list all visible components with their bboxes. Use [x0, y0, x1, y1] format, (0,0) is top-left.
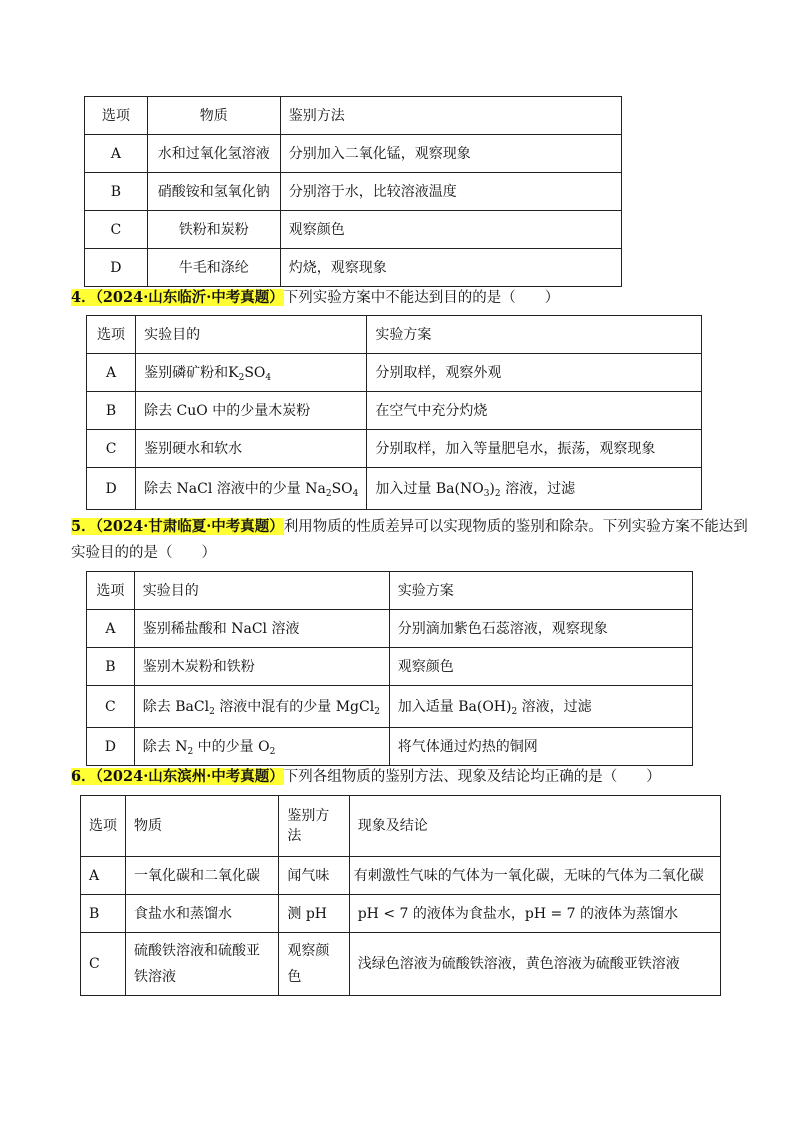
table-header — [81, 796, 721, 857]
subscript: 2 — [269, 746, 276, 757]
goal-cell: 鉴别木炭粉和铁粉 — [134, 648, 389, 686]
table-row — [81, 933, 721, 996]
goal-text-tail: 溶液中混有的少量 MgCl — [214, 698, 375, 715]
table-row — [87, 728, 693, 766]
question-text: 下列各组物质的鉴别方法、现象及结论均正确的是（ ） — [283, 769, 661, 785]
option-letter: B — [81, 895, 126, 933]
method-cell: 分别溶于水，比较溶液温度 — [280, 173, 621, 211]
table-row — [87, 354, 702, 392]
table-header — [87, 572, 693, 610]
subscript: 2 — [494, 488, 501, 499]
method-cell: 分别加入二氧化锰，观察现象 — [280, 135, 621, 173]
header-method-line: 鉴别方 — [287, 808, 330, 824]
plan-cell: 分别滴加紫色石蕊溶液，观察现象 — [389, 610, 692, 648]
question-source-tag: 5．（2024·甘肃临夏·中考真题） — [71, 518, 284, 535]
method-cell: 闻气味 — [279, 857, 349, 895]
header-result: 现象及结论 — [349, 796, 720, 857]
option-letter: A — [87, 354, 136, 392]
option-letter: C — [87, 686, 135, 728]
header-plan: 实验方案 — [367, 316, 702, 354]
plan-formula: ) — [489, 480, 495, 497]
result-cell: 浅绿色溶液为硫酸铁溶液，黄色溶液为硫酸亚铁溶液 — [349, 933, 720, 996]
method-line: 色 — [287, 969, 302, 985]
table-row — [87, 648, 693, 686]
header-option: 选项 — [87, 316, 136, 354]
table-row — [81, 857, 721, 895]
plan-cell — [367, 468, 702, 510]
option-letter: B — [85, 173, 148, 211]
table-q5 — [86, 571, 693, 766]
plan-cell — [389, 686, 692, 728]
table-row — [85, 135, 622, 173]
subscript: 2 — [325, 488, 332, 499]
question-4 — [71, 288, 559, 308]
goal-cell — [134, 728, 389, 766]
header-method — [279, 796, 349, 857]
plan-cell: 观察颜色 — [389, 648, 692, 686]
header-option: 选项 — [85, 97, 148, 135]
method-cell: 测 pH — [279, 895, 349, 933]
question-text: 利用物质的性质差异可以实现物质的鉴别和除杂。下列实验方案不能达到 — [283, 519, 748, 535]
subscript: 2 — [374, 706, 380, 717]
header-substance: 物质 — [147, 97, 280, 135]
substance-cell: 食盐水和蒸馏水 — [126, 895, 279, 933]
table-row — [87, 392, 702, 430]
table-q3 — [84, 96, 622, 287]
method-cell: 观察颜色 — [280, 211, 621, 249]
goal-text: 鉴别磷矿粉和K — [144, 364, 239, 381]
subscript: 2 — [209, 706, 215, 717]
question-6 — [71, 767, 661, 787]
header-option: 选项 — [87, 572, 135, 610]
goal-cell — [136, 354, 367, 392]
substance-line: 铁溶液 — [134, 969, 176, 985]
question-source-tag: 6．（2024·山东滨州·中考真题） — [71, 768, 284, 785]
table-row — [85, 211, 622, 249]
header-goal: 实验目的 — [134, 572, 389, 610]
substance-cell: 水和过氧化氢溶液 — [147, 135, 280, 173]
subscript: 2 — [238, 372, 245, 383]
result-cell: 有刺激性气味的气体为一氧化碳，无味的气体为二氧化碳 — [349, 857, 720, 895]
header-option: 选项 — [81, 796, 126, 857]
subscript: 2 — [187, 746, 194, 757]
plan-text-tail: 溶液，过滤 — [517, 698, 592, 715]
goal-cell: 鉴别稀盐酸和 NaCl 溶液 — [134, 610, 389, 648]
goal-text-tail: SO — [244, 364, 266, 381]
header-method-line: 法 — [287, 828, 302, 844]
subscript: 4 — [265, 372, 272, 383]
goal-cell — [134, 686, 389, 728]
question-source-tag: 4．（2024·山东临沂·中考真题） — [71, 289, 284, 306]
table-row — [85, 249, 622, 287]
substance-cell: 牛毛和涤纶 — [147, 249, 280, 287]
plan-text: 加入适量 Ba(OH) — [397, 698, 512, 715]
option-letter: B — [87, 648, 135, 686]
header-substance: 物质 — [126, 796, 279, 857]
goal-text: 除去 NaCl 溶液中的少量 Na — [144, 480, 326, 497]
table-header — [87, 316, 702, 354]
table-q6 — [80, 795, 721, 996]
goal-cell: 鉴别硬水和软水 — [136, 430, 367, 468]
option-letter: C — [85, 211, 148, 249]
question-5 — [71, 517, 748, 537]
header-method: 鉴别方法 — [280, 97, 621, 135]
table-q4 — [86, 315, 702, 510]
table-row — [87, 430, 702, 468]
header-plan: 实验方案 — [389, 572, 692, 610]
subscript: 4 — [352, 488, 359, 499]
table-header — [85, 97, 622, 135]
plan-cell: 在空气中充分灼烧 — [367, 392, 702, 430]
subscript: 2 — [511, 706, 518, 717]
option-letter: C — [81, 933, 126, 996]
option-letter: A — [87, 610, 135, 648]
substance-cell: 硝酸铵和氢氧化钠 — [147, 173, 280, 211]
method-cell — [279, 933, 349, 996]
option-letter: D — [87, 468, 136, 510]
plan-text: 加入过量 Ba — [375, 480, 455, 497]
plan-cell: 分别取样，加入等量肥皂水，振荡，观察现象 — [367, 430, 702, 468]
subscript: 3 — [483, 488, 490, 499]
question-5-continued: 实验目的的是（ ） — [71, 545, 216, 561]
goal-text-tail: 中的少量 O — [193, 738, 270, 755]
plan-cell: 分别取样，观察外观 — [367, 354, 702, 392]
option-letter: A — [85, 135, 148, 173]
plan-cell: 将气体通过灼热的铜网 — [389, 728, 692, 766]
option-letter: A — [81, 857, 126, 895]
header-goal: 实验目的 — [136, 316, 367, 354]
plan-formula: (NO — [454, 480, 484, 497]
table-row — [87, 610, 693, 648]
substance-line: 硫酸铁溶液和硫酸亚 — [134, 943, 260, 959]
table-row — [87, 468, 702, 510]
method-cell: 灼烧，观察现象 — [280, 249, 621, 287]
substance-cell: 一氧化碳和二氧化碳 — [126, 857, 279, 895]
goal-text-tail: SO — [331, 480, 353, 497]
table-row — [85, 173, 622, 211]
goal-text: 除去 BaCl — [142, 698, 210, 715]
table-row — [87, 686, 693, 728]
result-cell: pH < 7 的液体为食盐水，pH = 7 的液体为蒸馏水 — [349, 895, 720, 933]
option-letter: D — [87, 728, 135, 766]
goal-cell: 除去 CuO 中的少量木炭粉 — [136, 392, 367, 430]
goal-cell — [136, 468, 367, 510]
table-row — [81, 895, 721, 933]
question-text: 下列实验方案中不能达到目的的是（ ） — [283, 290, 560, 306]
option-letter: B — [87, 392, 136, 430]
method-line: 观察颜 — [287, 943, 330, 959]
substance-cell: 铁粉和炭粉 — [147, 211, 280, 249]
plan-text-tail: 溶液，过滤 — [500, 480, 576, 497]
goal-text: 除去 N — [142, 738, 188, 755]
substance-cell — [126, 933, 279, 996]
option-letter: D — [85, 249, 148, 287]
option-letter: C — [87, 430, 136, 468]
